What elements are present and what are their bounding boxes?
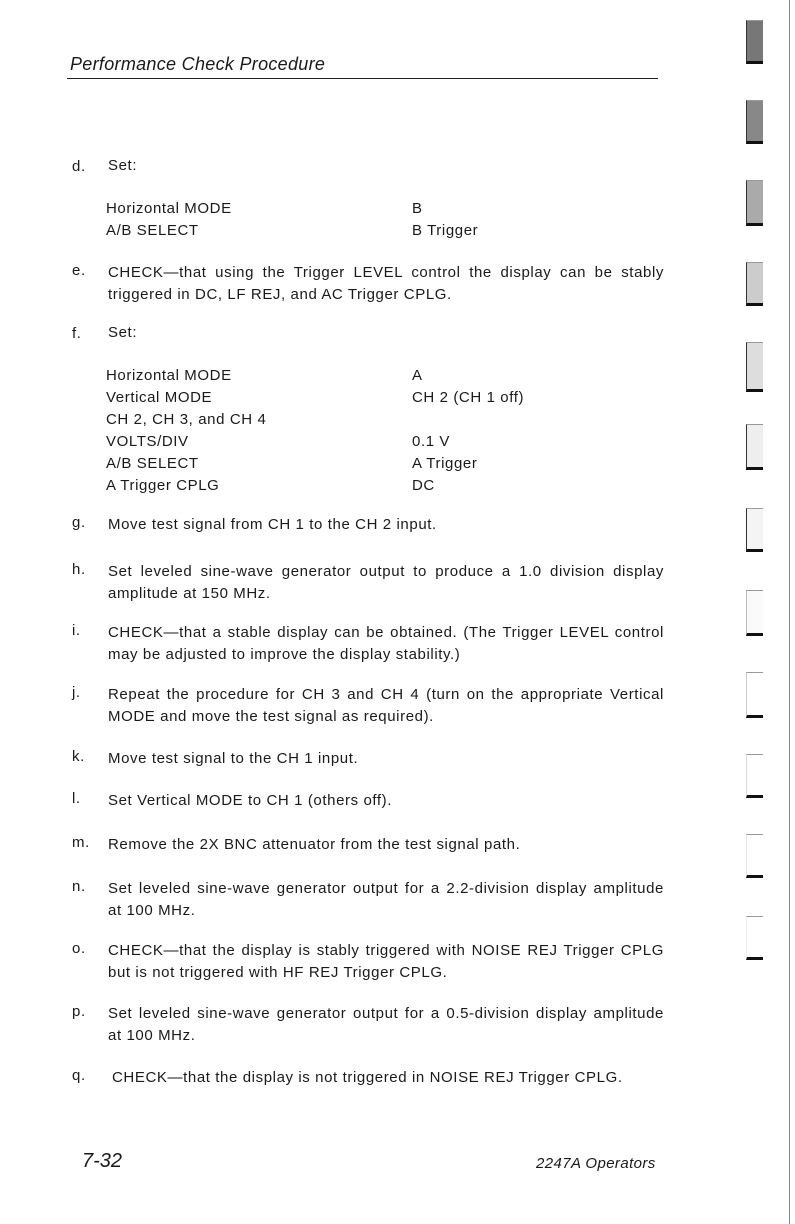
- step-letter: l.: [72, 790, 81, 807]
- page-number: 7-32: [82, 1150, 123, 1172]
- setting-value: CH 2 (CH 1 off): [412, 389, 525, 406]
- step-letter: p.: [72, 1003, 86, 1020]
- index-tab: [746, 508, 763, 552]
- index-tab: [746, 262, 763, 306]
- setting-control: Vertical MODE: [106, 389, 213, 406]
- index-tab: [746, 424, 763, 470]
- step-text: Repeat the procedure for CH 3 and CH 4 (turn on the appropriate Vertical MODE and move the test signal as required).: [108, 686, 664, 725]
- step-text: Set Vertical MODE to CH 1 (others off).: [108, 792, 393, 809]
- step-text: Set:: [108, 157, 138, 174]
- step-letter: i.: [72, 622, 81, 639]
- step-text: Move test signal from CH 1 to the CH 2 input.: [108, 516, 437, 533]
- step-letter: m.: [72, 834, 90, 851]
- step-letter: h.: [72, 561, 86, 578]
- step-text: Set leveled sine-wave generator output for a 0.5-division display amplitude at 100 MHz.: [108, 1005, 664, 1044]
- setting-control: A/B SELECT: [106, 222, 199, 239]
- step-text: Move test signal to the CH 1 input.: [108, 750, 359, 767]
- step-letter: f.: [72, 325, 82, 342]
- step-letter: q.: [72, 1067, 86, 1084]
- index-tab: [746, 754, 763, 798]
- setting-control: A/B SELECT: [106, 455, 199, 472]
- page-header-title: Performance Check Procedure: [70, 54, 326, 74]
- setting-value: A: [412, 367, 423, 384]
- step-letter: e.: [72, 262, 86, 279]
- setting-value: 0.1 V: [412, 433, 451, 450]
- index-tab: [746, 672, 763, 718]
- step-text: CHECK—that a stable display can be obtained. (The Trigger LEVEL control may be adjusted to improve the display stability.): [108, 624, 664, 663]
- page-edge-line: [789, 0, 790, 1224]
- step-letter: n.: [72, 878, 86, 895]
- step-text: Set leveled sine-wave generator output for a 2.2-division display amplitude at 100 MHz.: [108, 880, 664, 919]
- setting-value: B Trigger: [412, 222, 479, 239]
- index-tab: [746, 916, 763, 960]
- step-text: CHECK—that using the Trigger LEVEL control the display can be stably triggered in DC, LF REJ, and AC Trigger CPLG.: [108, 264, 664, 303]
- step-letter: d.: [72, 158, 86, 175]
- index-tab: [746, 20, 763, 64]
- setting-control: CH 2, CH 3, and CH 4: [106, 411, 267, 428]
- setting-value: A Trigger: [412, 455, 478, 472]
- setting-control: Horizontal MODE: [106, 367, 232, 384]
- index-tab: [746, 342, 763, 392]
- step-letter: o.: [72, 940, 86, 957]
- setting-control: A Trigger CPLG: [106, 477, 220, 494]
- header-rule: [67, 78, 658, 79]
- step-letter: k.: [72, 748, 85, 765]
- setting-control: VOLTS/DIV: [106, 433, 189, 450]
- index-tab: [746, 100, 763, 144]
- setting-value: B: [412, 200, 423, 217]
- manual-title: 2247A Operators: [536, 1155, 656, 1172]
- index-tab: [746, 590, 763, 636]
- step-text: CHECK—that the display is not triggered in NOISE REJ Trigger CPLG.: [112, 1069, 623, 1086]
- setting-value: DC: [412, 477, 435, 494]
- step-text: CHECK—that the display is stably triggered with NOISE REJ Trigger CPLG but is not triggered with HF REJ Trigger CPLG.: [108, 942, 664, 981]
- binding-edge: [730, 0, 795, 1224]
- step-text: Set:: [108, 324, 138, 341]
- setting-control: Horizontal MODE: [106, 200, 232, 217]
- step-letter: j.: [72, 684, 81, 701]
- step-text: Remove the 2X BNC attenuator from the test signal path.: [108, 836, 521, 853]
- step-text: Set leveled sine-wave generator output to produce a 1.0 division display amplitude at 150 MHz.: [108, 563, 664, 602]
- index-tab: [746, 834, 763, 878]
- step-letter: g.: [72, 514, 86, 531]
- index-tab: [746, 180, 763, 226]
